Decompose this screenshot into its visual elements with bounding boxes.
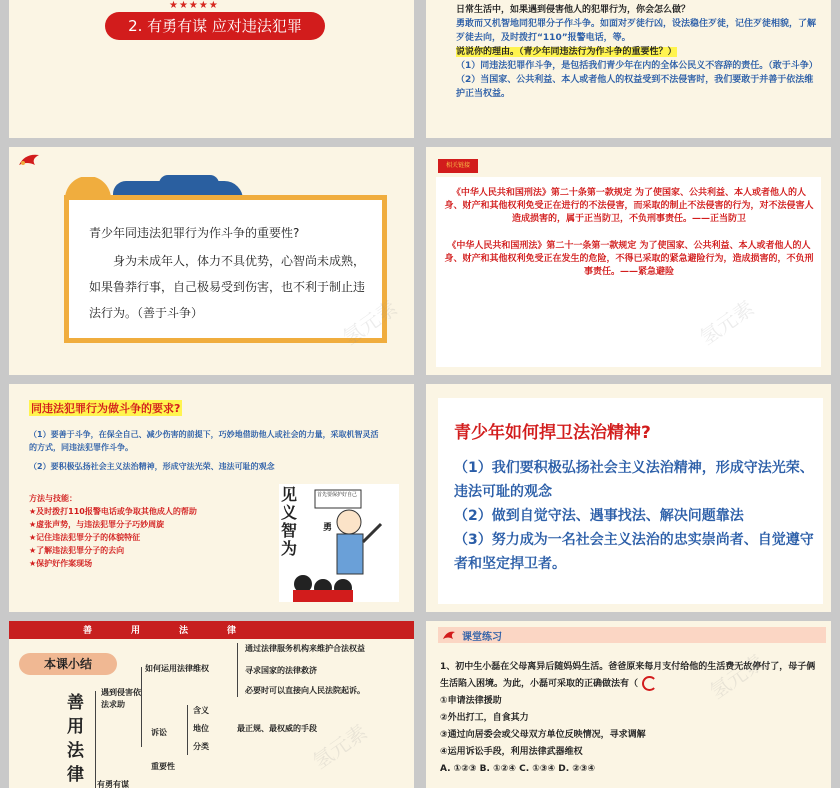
reason-1: （1）同违法犯罪作斗争，是包括我们青少年在内的全体公民义不容辞的责任。（敢于斗争）	[456, 61, 818, 71]
exercise-question: 1、初中生小磊在父母离异后随妈妈生活。爸爸原来每月支付给他的生活费无故停付了，母子俩生活陷入困境。为此，小磊可采取的正确做法有（	[440, 662, 816, 689]
slide-title: 青少年如何捍卫法治精神?	[454, 423, 651, 443]
method-item: ★及时拨打110报警电话或争取其他成人的帮助	[29, 507, 197, 516]
banner-char: 善	[83, 626, 93, 636]
method-item: ★保护好作案现场	[29, 559, 93, 568]
cartoon-illustration	[279, 484, 399, 602]
option-4: ④运用诉讼手段，利用法律武器维权	[440, 747, 583, 757]
section-banner: 2. 有勇有谋 应对违法犯罪	[105, 12, 325, 40]
star-decoration: ★★★★★	[169, 0, 219, 11]
slide-heading: 同违法犯罪行为做斗争的要求?	[31, 402, 181, 415]
question-frame	[64, 195, 387, 343]
exercise-header	[438, 627, 826, 643]
mindmap-node: 遇到侵害依法求助	[101, 688, 141, 709]
cartoon-caption-yong: 勇	[323, 523, 333, 533]
method-item: ★了解违法犯罪分子的去向	[29, 546, 125, 555]
cartoon-caption-small: 首先要保护好自己	[317, 492, 358, 498]
mindmap-root: 善用法律	[67, 693, 84, 785]
exercise-title: 课堂练习	[462, 632, 502, 643]
frame-answer: 身为未成年人，体力不具优势，心智尚未成熟，如果鲁莽行事，自己极易受到伤害，也不利于制止违法行为。（善于斗争）	[89, 254, 366, 320]
answer-choices: A. ①②③ B. ①②④ C. ①③④ D. ②③④	[440, 764, 596, 774]
mindmap-bracket	[187, 705, 188, 755]
banner-char: 用	[131, 626, 141, 636]
reason-question: 说说你的理由。（青少年同违法行为作斗争的重要性？）	[456, 47, 677, 57]
requirement-1: （1）要善于斗争，在保全自己、减少伤害的前提下，巧妙地借助他人或社会的力量，采取机智灵活的方式，同违法犯罪作斗争。	[29, 430, 379, 452]
related-link-tag: 相关链接	[438, 159, 478, 173]
option-2: ②外出打工，自食其力	[440, 713, 529, 723]
banner-char: 法	[179, 626, 189, 636]
methods-list	[29, 492, 289, 570]
slide-thumbnail-1[interactable]	[9, 0, 414, 138]
method-item: ★记住违法犯罪分子的体貌特征	[29, 533, 141, 542]
points-list	[454, 456, 814, 576]
slide-thumbnail-3[interactable]	[9, 147, 414, 375]
law-article-21: 《中华人民共和国刑法》第二十一条第一款规定 为了使国家、公共利益、本人或者他人的人身、财产和其他权利免受正在发生的危险，不得已采取的紧急避险行为，造成损害的，不负刑事责任。——紧急避险	[444, 241, 814, 277]
cartoon-caption-big: 见义智为	[281, 485, 298, 558]
flag-icon	[17, 151, 41, 169]
law-text	[444, 187, 814, 279]
mindmap-node: 如何运用法律维权	[145, 664, 209, 673]
mindmap-node: 诉讼	[151, 728, 167, 737]
watermark: 氢元素	[308, 719, 372, 774]
slide-thumbnail-4[interactable]	[426, 147, 831, 375]
reason-2: （2）当国家、公共利益、本人或者他人的权益受到不法侵害时，我们要敢于并善于依法维护正当权益。	[456, 75, 814, 99]
mindmap-node: 寻求国家的法律救济	[245, 666, 317, 675]
slide-thumbnail-2[interactable]	[426, 0, 831, 138]
point-3: （3）努力成为一名社会主义法治的忠实崇尚者、自觉遵守者和坚定捍卫者。	[454, 532, 814, 572]
mindmap-bracket	[237, 643, 238, 697]
mindmap-node: 必要时可以直接向人民法院起诉。	[245, 686, 365, 695]
question-text: 日常生活中，如果遇到侵害他人的犯罪行为，你会怎么做？	[456, 5, 691, 15]
methods-title: 方法与技能：	[29, 494, 77, 503]
law-article-20: 《中华人民共和国刑法》第二十条第一款规定 为了使国家、公共利益、本人或者他人的人身、财产和其他权利免受正在进行的不法侵害，而采取的制止不法侵害的行为，对不法侵害人造成损害的，属于正当防卫，不负刑事责任。——正当防卫	[444, 188, 814, 224]
method-item: ★虚张声势，与违法犯罪分子巧妙周旋	[29, 520, 165, 529]
point-1: （1）我们要积极弘扬社会主义法治精神，形成守法光荣、违法可耻的观念	[454, 460, 814, 500]
requirement-2: （2）要积极弘扬社会主义法治精神，形成守法光荣、违法可耻的观念	[29, 462, 275, 471]
summary-badge: 本课小结	[19, 653, 117, 675]
answer-text: 勇敢而又机智地同犯罪分子作斗争。如面对歹徒行凶，设法稳住歹徒，记住歹徒相貌，了解歹徒去向，及时拨打“110”报警电话，等。	[456, 19, 817, 43]
mindmap-node: 最正规、最权威的手段	[237, 724, 317, 733]
mindmap-node: 有勇有谋	[97, 780, 129, 788]
point-2: （2）做到自觉守法、遇事找法、解决问题靠法	[454, 508, 744, 524]
mindmap-node: 地位	[193, 724, 209, 733]
frame-question: 青少年同违法犯罪行为作斗争的重要性?	[89, 226, 300, 240]
watermark: 氢元素	[705, 649, 769, 704]
option-1: ①申请法律援助	[440, 696, 502, 706]
slide-thumbnail-8[interactable]	[426, 621, 831, 788]
answer-circle-icon	[642, 676, 657, 691]
slide-body	[456, 3, 821, 101]
banner-char: 律	[227, 626, 237, 636]
mindmap-bracket	[95, 691, 96, 788]
top-banner	[9, 621, 414, 639]
mindmap-node: 通过法律服务机构来维护合法权益	[245, 644, 365, 653]
mindmap-node: 含义	[193, 706, 209, 715]
watermark: 氢元素	[338, 295, 402, 350]
watermark: 氢元素	[695, 295, 759, 350]
slide-thumbnail-7[interactable]	[9, 621, 414, 788]
mindmap-bracket	[141, 667, 142, 747]
exercise-body	[440, 659, 818, 778]
mindmap-node: 重要性	[151, 762, 175, 771]
slide-thumbnail-6[interactable]	[426, 384, 831, 612]
mindmap-node: 分类	[193, 742, 209, 751]
flag-icon	[442, 629, 456, 641]
slide-thumbnail-5[interactable]	[9, 384, 414, 612]
option-3: ③通过向居委会或父母双方单位反映情况，寻求调解	[440, 730, 646, 740]
